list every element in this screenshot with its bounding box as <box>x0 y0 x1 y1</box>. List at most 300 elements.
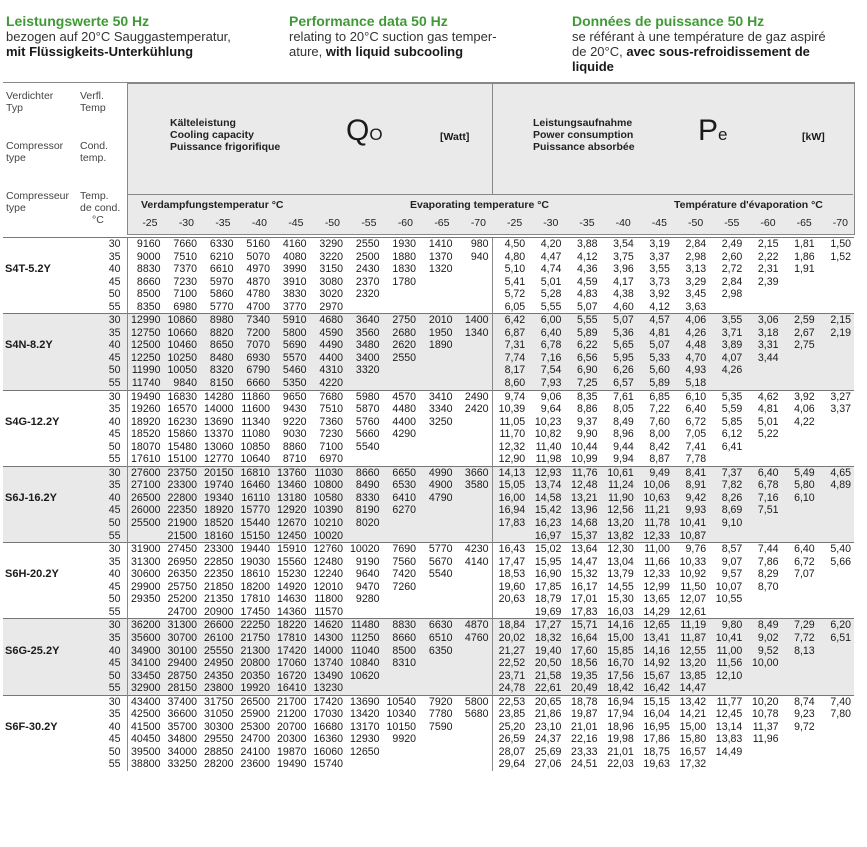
performance-table <box>3 237 854 771</box>
qo-cell: 23800 <box>200 682 237 695</box>
model-name: S6H-20.2Y <box>5 568 59 581</box>
evap-temp-q-2: -35 <box>215 217 231 229</box>
qo-cell: 3020 <box>319 288 343 301</box>
qo-cell: 4230 <box>456 543 493 556</box>
cond-temp: 35 <box>108 403 121 416</box>
qo-cell: 8310 <box>383 657 420 670</box>
qo-cell: 9650 <box>273 390 310 403</box>
pe-cell: 5,35 <box>709 390 745 403</box>
qo-cell: 13370 <box>204 428 234 441</box>
qo-cell: 7690 <box>383 543 420 556</box>
pe-cell <box>782 758 818 771</box>
pe-cell: 14,58 <box>528 492 564 505</box>
qo-cell: 20700 <box>277 720 307 733</box>
table-row <box>3 530 854 543</box>
qo-cell <box>383 453 420 466</box>
qo-cell: 7230 <box>319 428 343 441</box>
pe-cell: 5,07 <box>601 314 637 327</box>
pe-cell: 12,55 <box>673 645 709 658</box>
pe-cell: 7,74 <box>492 352 528 365</box>
qo-l3: Puissance frigorifique <box>170 141 281 153</box>
qo-cell: 18520 <box>127 428 164 441</box>
side-de-compressor: Verdichter <box>6 90 54 102</box>
pe-cell: 8,35 <box>564 390 600 403</box>
qo-cell: 2680 <box>383 327 420 340</box>
evap-en: Evaporating temperature °C <box>410 199 549 211</box>
qo-cell <box>456 339 493 352</box>
qo-cell: 28850 <box>204 745 234 758</box>
qo-cell: 6790 <box>237 364 274 377</box>
model-name <box>3 733 81 746</box>
pe-cell <box>745 606 781 619</box>
qo-cell: 8820 <box>200 327 237 340</box>
pe-cell <box>782 657 818 670</box>
pe-cell: 16,97 <box>528 530 564 543</box>
pe-cell: 27,06 <box>534 758 562 771</box>
pe-cell: 5,22 <box>757 428 779 441</box>
evap-temp-p-5: -50 <box>688 217 704 229</box>
header-en-line2-bold: with liquid subcooling <box>325 44 464 59</box>
pe-cell: 24,51 <box>571 758 598 771</box>
qo-cell: 6970 <box>319 453 343 466</box>
pe-cell: 7,44 <box>745 543 781 556</box>
pe-cell: 5,18 <box>673 377 709 390</box>
pe-cell: 10,33 <box>679 555 707 568</box>
pe-cell <box>782 428 818 441</box>
qo-cell: 1320 <box>428 263 453 276</box>
qo-cell: 12250 <box>127 352 164 365</box>
qo-cell: 16460 <box>237 479 274 492</box>
qo-cell: 10800 <box>310 479 347 492</box>
pe-cell: 13,20 <box>673 657 709 670</box>
qo-cell: 22850 <box>204 555 234 568</box>
qo-cell: 3640 <box>346 314 383 327</box>
pe-cell: 2,15 <box>745 238 781 251</box>
qo-cell: 17610 <box>127 453 164 466</box>
qo-cell <box>383 301 420 314</box>
pe-cell: 16,23 <box>528 517 564 530</box>
pe-cell: 15,00 <box>679 720 707 733</box>
pe-cell: 9,37 <box>576 415 598 428</box>
qo-cell: 4760 <box>456 632 493 645</box>
pe-cell: 5,36 <box>601 327 637 340</box>
pe-cell: 6,78 <box>528 339 564 352</box>
pe-cell: 9,42 <box>673 492 709 505</box>
pe-cell: 15,15 <box>637 695 673 708</box>
pe-cell: 10,63 <box>637 492 673 505</box>
qo-cell: 25200 <box>167 593 197 606</box>
pe-cell: 24,78 <box>492 682 528 695</box>
pe-cell <box>709 758 745 771</box>
pe-cell: 9,07 <box>721 555 743 568</box>
qo-cell: 9280 <box>355 593 380 606</box>
model-name <box>3 619 81 632</box>
model-name <box>3 758 81 771</box>
qo-cell: 26100 <box>200 632 237 645</box>
qo-cell: 25750 <box>167 580 197 593</box>
pe-cell: 6,10 <box>782 492 818 505</box>
pe-l1: Leistungsaufnahme <box>533 117 633 129</box>
qo-cell: 30100 <box>164 645 201 658</box>
qo-cell: 5660 <box>355 428 380 441</box>
pe-cell: 17,47 <box>492 556 528 569</box>
pe-cell <box>745 288 781 301</box>
pe-cell: 8,00 <box>649 428 670 441</box>
qo-cell: 16810 <box>237 466 274 479</box>
model-name <box>3 364 81 377</box>
pe-cell: 2,19 <box>818 327 854 340</box>
cond-temp: 45 <box>108 733 121 746</box>
cond-temp: 50 <box>108 440 121 453</box>
qo-cell <box>456 581 493 594</box>
qo-cell: 7100 <box>319 440 343 453</box>
pe-cell: 6,78 <box>745 479 781 492</box>
model-name: S4N-8.2Y <box>3 339 81 352</box>
pe-cell: 6,05 <box>492 301 528 314</box>
qo-cell <box>456 416 493 429</box>
pe-cell: 4,60 <box>613 300 634 313</box>
qo-cell <box>456 606 493 619</box>
header-de <box>6 14 231 59</box>
qo-cell: 15440 <box>237 517 274 530</box>
pe-cell: 22,16 <box>571 733 598 746</box>
table-row <box>3 288 854 301</box>
qo-cell <box>383 288 420 301</box>
cond-temp: 40 <box>108 263 121 276</box>
pe-cell: 8,74 <box>782 695 818 708</box>
pe-cell: 7,05 <box>685 428 707 441</box>
pe-cell: 16,94 <box>492 504 528 517</box>
pe-cell: 6,42 <box>492 314 528 327</box>
qo-cell <box>383 606 420 619</box>
pe-cell: 5,33 <box>637 352 673 365</box>
model-name <box>3 276 81 289</box>
qo-cell: 9640 <box>355 568 380 581</box>
qo-cell: 16110 <box>237 492 274 505</box>
pe-cell: 13,04 <box>607 555 634 568</box>
qo-cell: 13740 <box>310 657 347 670</box>
cond-temp: 55 <box>108 300 121 313</box>
table-row <box>3 479 854 492</box>
pe-cell: 5,07 <box>637 339 673 352</box>
qo-cell <box>456 276 493 289</box>
pe-cell: 16,43 <box>492 543 528 556</box>
pe-cell: 7,86 <box>757 555 779 568</box>
pe-cell: 4,59 <box>576 275 598 288</box>
qo-cell: 12670 <box>273 517 310 530</box>
pe-cell: 9,80 <box>709 619 745 632</box>
qo-cell: 8860 <box>282 440 307 453</box>
pe-cell: 4,38 <box>613 288 634 301</box>
qo-cell: 13760 <box>273 466 310 479</box>
qo-cell <box>419 377 456 390</box>
pe-cell: 9,10 <box>709 517 745 530</box>
side-en-temp: Cond. <box>80 140 109 152</box>
evap-temp-p-6: -55 <box>724 217 740 229</box>
qo-cell: 20800 <box>237 657 274 670</box>
pe-cell <box>818 339 854 352</box>
qo-cell <box>383 377 420 390</box>
table-row <box>3 403 854 416</box>
evap-temp-p-4: -45 <box>651 217 667 229</box>
pe-cell: 11,66 <box>644 555 670 568</box>
qo-cell: 6630 <box>419 619 456 632</box>
pe-cell: 5,01 <box>540 275 562 288</box>
pe-cell <box>745 758 781 771</box>
pe-cell: 8,86 <box>576 403 598 416</box>
qo-cell: 10580 <box>310 492 347 505</box>
pe-cell: 7,78 <box>685 453 707 466</box>
qo-cell: 4990 <box>419 466 456 479</box>
pe-cell: 14,47 <box>673 682 709 695</box>
pe-cell <box>782 276 818 289</box>
evap-temp-p-7: -60 <box>760 217 776 229</box>
qo-cell: 30600 <box>127 568 164 581</box>
qo-cell: 24350 <box>200 670 237 683</box>
table-row <box>3 327 854 340</box>
header-de-title: Leistungswerte 50 Hz <box>6 13 150 29</box>
pe-cell: 5,59 <box>721 403 743 416</box>
cond-temp: 30 <box>81 314 127 327</box>
pe-cell: 10,55 <box>715 593 743 606</box>
pe-cell <box>745 593 781 606</box>
qo-cell: 5570 <box>273 352 310 365</box>
pe-cell: 16,03 <box>607 605 634 618</box>
qo-cell <box>419 593 456 606</box>
qo-cell: 3080 <box>319 275 343 288</box>
table-row <box>3 708 854 721</box>
qo-cell: 11480 <box>346 619 383 632</box>
pe-cell: 2,59 <box>782 314 818 327</box>
cond-temp: 45 <box>81 352 127 365</box>
qo-cell: 4790 <box>419 492 456 505</box>
pe-cell <box>818 428 854 441</box>
model-name <box>3 606 81 619</box>
side-header-en <box>6 140 63 164</box>
pe-cell: 21,27 <box>492 645 528 658</box>
model-name <box>3 682 81 695</box>
pe-cell: 28,07 <box>492 746 528 759</box>
qo-cell <box>383 670 420 683</box>
qo-cell: 1880 <box>392 250 416 263</box>
pe-symbol <box>698 114 727 148</box>
qo-cell <box>419 428 456 441</box>
qo-cell: 33250 <box>167 758 197 771</box>
side-fr-unit: °C <box>92 214 104 226</box>
pe-cell: 4,81 <box>757 403 779 416</box>
qo-cell: 2370 <box>355 275 380 288</box>
qo-cell: 940 <box>470 250 489 263</box>
pe-cell: 12,33 <box>643 568 670 581</box>
qo-cell: 9220 <box>282 415 307 428</box>
qo-cell: 6210 <box>209 250 234 263</box>
qo-cell <box>419 504 456 517</box>
pe-cell <box>818 682 854 695</box>
qo-cell: 5460 <box>273 364 310 377</box>
pe-cell <box>782 352 818 365</box>
pe-cell: 1,50 <box>818 238 854 251</box>
pe-cell: 3,96 <box>613 263 634 276</box>
header-en-title: Performance data 50 Hz <box>289 13 448 29</box>
pe-cell: 4,80 <box>492 251 528 264</box>
qo-cell <box>456 492 493 505</box>
table-row <box>3 543 854 556</box>
pe-cell: 4,22 <box>794 415 815 428</box>
header-en-line2-pre: ature, <box>289 44 326 59</box>
table-row <box>3 416 854 429</box>
qo-cell: 23300 <box>200 543 237 556</box>
qo-cell: 9470 <box>355 580 380 593</box>
cond-temp: 35 <box>81 479 127 492</box>
qo-cell: 36600 <box>167 708 197 721</box>
qo-cell: 26500 <box>237 695 274 708</box>
pe-cell <box>818 517 854 530</box>
pe-cell: 5,55 <box>564 314 600 327</box>
pe-labels <box>533 117 635 153</box>
qo-cell: 2620 <box>383 339 420 352</box>
qo-cell: 1340 <box>456 327 493 340</box>
model-name <box>3 466 81 479</box>
qo-cell: 18520 <box>200 517 237 530</box>
qo-cell <box>456 288 493 301</box>
pe-cell: 7,51 <box>745 504 781 517</box>
qo-cell: 12010 <box>313 580 343 593</box>
pe-cell: 12,93 <box>528 466 564 479</box>
qo-cell: 3220 <box>319 250 343 263</box>
qo-cell: 20900 <box>204 605 234 618</box>
qo-cell: 12450 <box>273 530 310 543</box>
pe-cell: 7,22 <box>649 403 670 416</box>
table-row <box>3 352 854 365</box>
header-de-line2: mit Flüssigkeits-Unterkühlung <box>6 44 194 59</box>
pe-cell: 9,02 <box>745 632 781 645</box>
pe-cell: 21,01 <box>571 720 598 733</box>
pe-cell: 15,37 <box>564 530 600 543</box>
pe-cell: 11,37 <box>752 720 779 733</box>
pe-cell <box>818 606 854 619</box>
qo-cell: 12240 <box>313 568 343 581</box>
pe-cell <box>782 593 818 606</box>
pe-cell: 10,20 <box>745 695 781 708</box>
qo-cell: 13690 <box>346 695 383 708</box>
qo-cell: 12760 <box>310 543 347 556</box>
pe-cell: 4,17 <box>613 275 634 288</box>
pe-cell: 10,39 <box>492 403 528 416</box>
qo-cell: 10640 <box>240 453 270 466</box>
pe-cell: 8,29 <box>757 568 779 581</box>
qo-cell: 4870 <box>246 275 270 288</box>
qo-cell: 10850 <box>240 440 270 453</box>
model-name <box>3 453 81 466</box>
pe-cell <box>782 581 818 594</box>
table-row <box>3 556 854 569</box>
qo-cell: 4970 <box>246 263 270 276</box>
model-name: S6F-30.2Y <box>5 720 58 733</box>
cond-temp: 40 <box>81 492 127 505</box>
qo-cell: 10050 <box>164 364 201 377</box>
qo-cell: 18070 <box>127 441 164 454</box>
pe-cell: 17,85 <box>534 580 562 593</box>
table-row <box>3 364 854 377</box>
qo-l2: Cooling capacity <box>170 129 255 141</box>
pe-cell: 13,82 <box>601 530 637 543</box>
qo-cell <box>419 301 456 314</box>
qo-cell: 27450 <box>164 543 201 556</box>
qo-cell: 14920 <box>277 580 307 593</box>
qo-cell: 4700 <box>246 300 270 313</box>
pe-cell <box>818 492 854 505</box>
pe-cell: 8,26 <box>709 492 745 505</box>
pe-cell: 9,23 <box>794 708 815 721</box>
pe-cell: 10,87 <box>673 530 709 543</box>
qo-cell: 2550 <box>346 238 383 251</box>
pe-cell: 4,89 <box>818 479 854 492</box>
qo-cell <box>346 530 383 543</box>
side-header-en-temp <box>80 140 108 164</box>
qo-cell: 10020 <box>310 530 347 543</box>
pe-cell: 6,57 <box>601 377 637 390</box>
pe-cell: 4,50 <box>492 238 528 251</box>
qo-cell: 7420 <box>392 568 416 581</box>
pe-cell: 3,45 <box>685 288 707 301</box>
qo-cell: 28200 <box>204 758 234 771</box>
qo-cell: 14360 <box>277 605 307 618</box>
pe-cell: 16,70 <box>601 657 637 670</box>
qo-cell: 7590 <box>428 720 453 733</box>
pe-cell: 7,80 <box>830 708 851 721</box>
model-name <box>3 581 81 594</box>
cond-temp: 55 <box>81 530 127 543</box>
pe-cell: 14,55 <box>607 580 634 593</box>
pe-cell: 8,70 <box>757 580 779 593</box>
pe-cell: 10,78 <box>751 708 779 721</box>
qo-cell: 10210 <box>310 517 347 530</box>
pe-cell <box>818 263 854 276</box>
pe-cell: 14,13 <box>492 466 528 479</box>
qo-cell: 11030 <box>310 466 347 479</box>
qo-cell <box>346 301 383 314</box>
pe-l3: Puissance absorbée <box>533 141 635 153</box>
qo-cell: 17810 <box>273 632 310 645</box>
qo-cell: 10860 <box>164 314 201 327</box>
pe-cell <box>492 606 528 619</box>
pe-cell: 10,41 <box>709 632 745 645</box>
pe-cell: 12,65 <box>637 619 673 632</box>
pe-cell: 10,99 <box>571 453 598 466</box>
qo-cell <box>456 301 493 314</box>
qo-cell: 6930 <box>237 352 274 365</box>
pe-cell: 15,05 <box>492 479 528 492</box>
pe-cell: 11,70 <box>492 428 528 441</box>
qo-cell: 9190 <box>355 555 380 568</box>
table-row <box>3 746 854 759</box>
pe-cell: 13,96 <box>564 504 600 517</box>
pe-cell: 4,06 <box>794 403 815 416</box>
pe-cell <box>818 377 854 390</box>
table-row <box>3 466 854 479</box>
pe-cell <box>818 746 854 759</box>
pe-cell: 13,41 <box>637 632 673 645</box>
pe-cell: 5,01 <box>757 415 779 428</box>
pe-cell: 6,72 <box>794 555 815 568</box>
pe-cell: 19,69 <box>534 605 562 618</box>
table-row <box>3 377 854 390</box>
pe-cell: 11,96 <box>752 733 779 746</box>
pe-cell: 17,86 <box>643 733 670 746</box>
pe-cell: 6,90 <box>564 364 600 377</box>
model-name <box>3 543 81 556</box>
model-name <box>3 403 81 416</box>
